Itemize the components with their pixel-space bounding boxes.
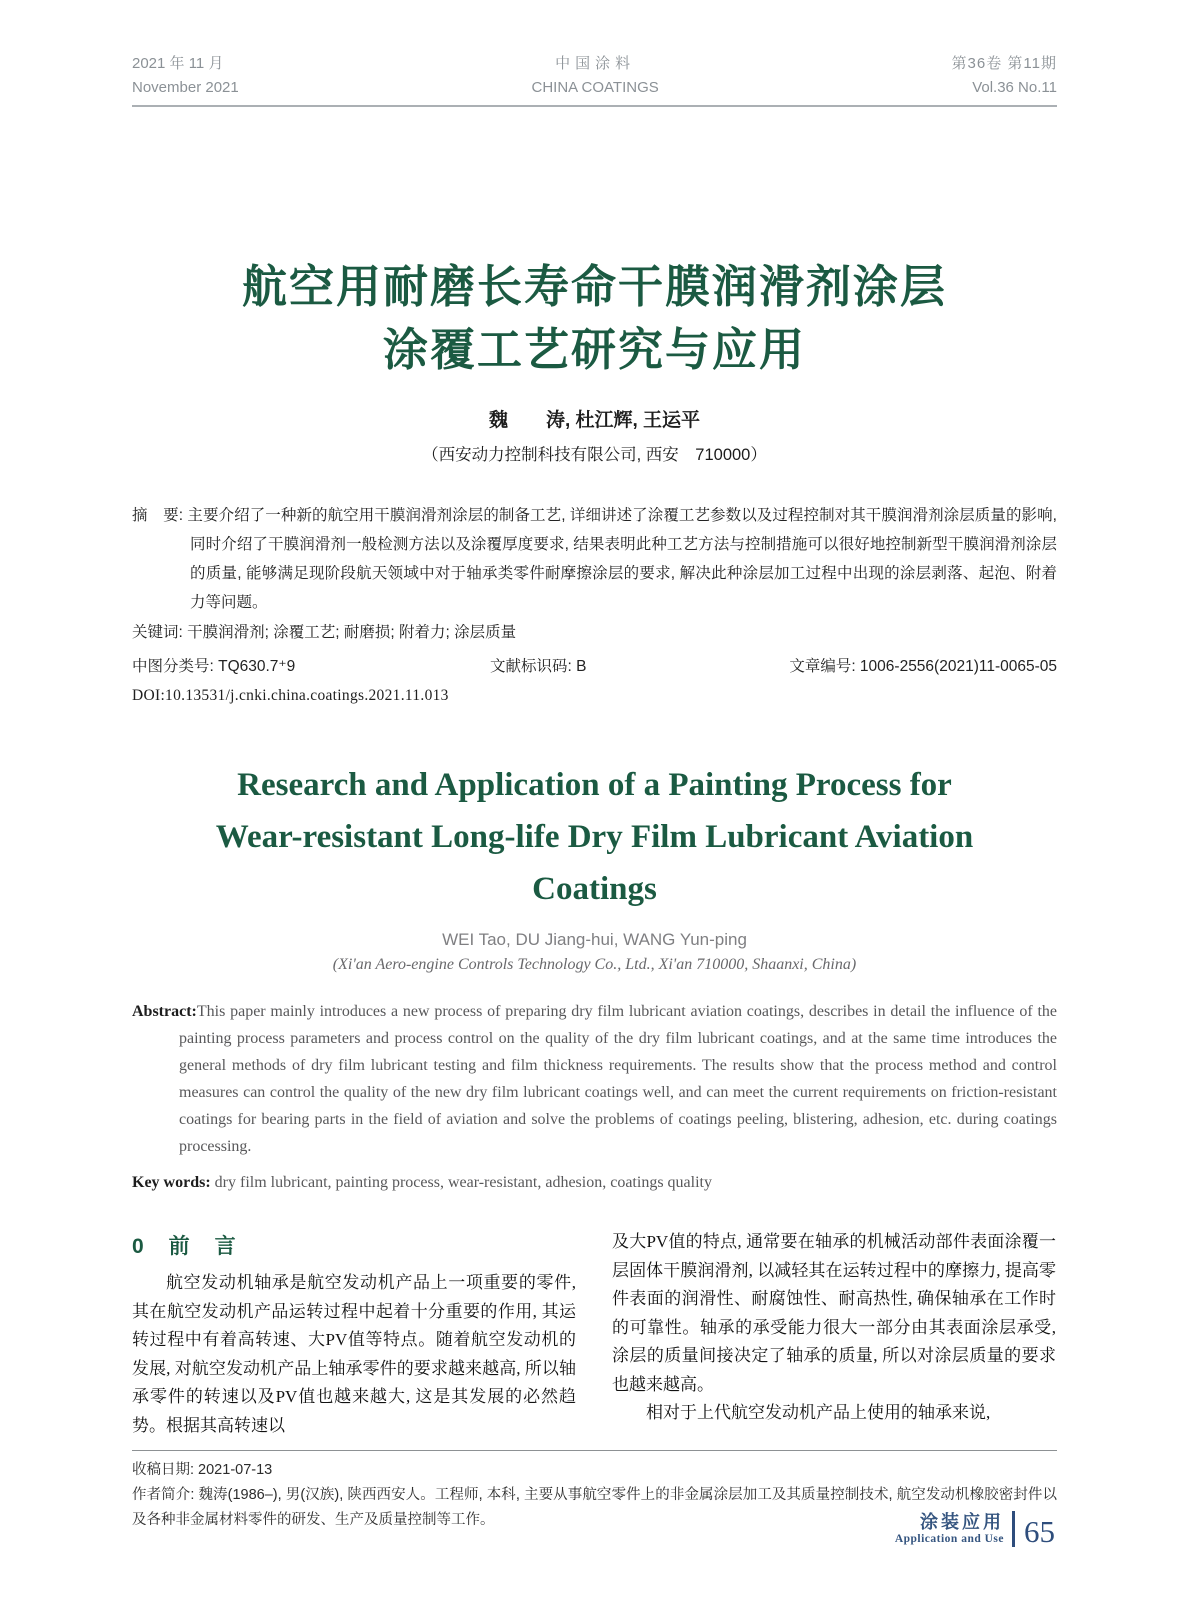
issue-date-block bbox=[132, 52, 239, 100]
author-bio: 作者简介: 魏涛(1986–), 男(汉族), 陕西西安人。工程师, 本科, 主要从事航空零件上的非金属涂层加工及其质量控制技术, 航空发动机橡胶密封件以及各种非金属材料零件的研发、生产及质量控制等工作。 bbox=[132, 1487, 1057, 1528]
affiliation-en: (Xi'an Aero-engine Controls Technology Co., Ltd., Xi'an 710000, Shaanxi, China) bbox=[332, 956, 857, 973]
abstract-cn-label: 摘 要: bbox=[132, 507, 188, 524]
authors-cn: 魏 涛, 杜江辉, 王运平 bbox=[488, 410, 701, 431]
page-footer bbox=[895, 1508, 1055, 1550]
abstract-en-label: Abstract: bbox=[132, 1003, 197, 1020]
keywords-cn bbox=[132, 618, 1057, 647]
issue-date-en: November 2021 bbox=[132, 79, 239, 96]
article-title-en-line1: Research and Application of a Painting Process for bbox=[237, 767, 952, 803]
keywords-cn-label: 关键词: bbox=[132, 624, 188, 641]
article-id: 文章编号: 1006-2556(2021)11-0065-05 bbox=[789, 658, 1057, 675]
article-title-en-line2: Wear-resistant Long-life Dry Film Lubricant Aviation bbox=[215, 819, 974, 855]
intro-paragraph-1-continued: 及大PV值的特点, 通常要在轴承的机械活动部件表面涂覆一层固体干膜润滑剂, 以减轻其在运转过程中的摩擦力, 提高零件表面的润滑性、耐腐蚀性、耐高热性, 确保轴承在工作时的可靠性。轴承的承受能力很大一部分由其表面涂层承受, 涂层的质量间接决定了轴承的质量, 所以对涂层质量的要求也越来越高。 bbox=[612, 1232, 1056, 1394]
authors-en: WEI Tao, DU Jiang-hui, WANG Yun-ping bbox=[442, 930, 747, 949]
abstract-en bbox=[132, 998, 1057, 1160]
body-column-left bbox=[132, 1228, 576, 1440]
abstract-cn-body: 主要介绍了一种新的航空用干膜润滑剂涂层的制备工艺, 详细讲述了涂覆工艺参数以及过程控制对其干膜润滑剂涂层质量的影响, 同时介绍了干膜润滑剂一般检测方法以及涂覆厚度要求, 结果表明此种工艺方法与控制措施可以很好地控制新型干膜润滑剂涂层的质量, 能够满足现阶段航天领域中对于轴承类零件耐摩擦涂层的要求, 解决此种涂层加工过程中出现的涂层剥落、起泡、附着力等问题。 bbox=[187, 507, 1057, 611]
affiliation-cn: （西安动力控制科技有限公司, 西安 710000） bbox=[422, 446, 767, 464]
footer-divider-bar bbox=[1012, 1511, 1015, 1547]
keywords-cn-body: 干膜润滑剂; 涂覆工艺; 耐磨损; 附着力; 涂层质量 bbox=[187, 624, 517, 641]
journal-name-en: CHINA COATINGS bbox=[531, 79, 659, 96]
article-title-cn-line1: 航空用耐磨长寿命干膜润滑剂涂层 bbox=[241, 261, 947, 312]
body-columns bbox=[132, 1228, 1057, 1440]
keywords-en-label: Key words: bbox=[132, 1174, 215, 1191]
article-title-en bbox=[132, 759, 1057, 915]
volume-issue-block bbox=[952, 52, 1057, 100]
article-meta-row bbox=[132, 654, 1057, 676]
section-badge-cn: 涂装应用 bbox=[920, 1511, 1004, 1532]
volume-issue-en: Vol.36 No.11 bbox=[972, 79, 1057, 96]
article-title-en-line3: Coatings bbox=[532, 871, 657, 907]
clc-number: 中图分类号: TQ630.7⁺9 bbox=[132, 658, 296, 675]
document-code: 文献标识码: B bbox=[490, 658, 587, 675]
article-title-cn bbox=[132, 255, 1057, 381]
section-badge bbox=[895, 1512, 1004, 1547]
keywords-en-body: dry film lubricant, painting process, wear-resistant, adhesion, coatings quality bbox=[214, 1174, 712, 1191]
issue-date-cn: 2021 年 11 月 bbox=[132, 55, 224, 72]
abstract-cn bbox=[132, 501, 1057, 617]
journal-name-block bbox=[532, 52, 659, 100]
section-heading-intro: 0 前 言 bbox=[132, 1235, 238, 1258]
abstract-en-body: This paper mainly introduces a new process of preparing dry film lubricant aviation coatings, describes in detail the influence of the painting process parameters and process control on the quality of the dry film lubricant coatings, and at the same time introduces the general methods of dry film lubricant testing and film thickness requirements. The results show that the process method and control measures can control the quality of the new dry film lubricant coatings well, and can meet the current requirements on friction-resistant coatings for bearing parts in the field of aviation and solve the problems of coatings peeling, blistering, adhesion, etc. during coatings processing. bbox=[179, 1003, 1057, 1155]
body-column-right bbox=[612, 1228, 1056, 1440]
received-date: 收稿日期: 2021-07-13 bbox=[132, 1462, 273, 1478]
doi: DOI:10.13531/j.cnki.china.coatings.2021.11.013 bbox=[132, 687, 449, 704]
journal-name-cn: 中国涂料 bbox=[555, 55, 636, 72]
keywords-en bbox=[132, 1169, 1057, 1196]
page-number: 65 bbox=[1024, 1514, 1055, 1549]
article-title-cn-line2: 涂覆工艺研究与应用 bbox=[382, 324, 806, 375]
intro-paragraph-1: 航空发动机轴承是航空发动机产品上一项重要的零件, 其在航空发动机产品运转过程中起着十分重要的作用, 其运转过程中有着高转速、大PV值等特点。随着航空发动机的发展, 对航空发动机产品上轴承零件的要求越来越高, 所以轴承零件的转速以及PV值也越来越大, 这是其发展的必然趋势。根据其高转速以 bbox=[132, 1273, 576, 1435]
section-badge-en: Application and Use bbox=[894, 1532, 1004, 1545]
intro-paragraph-2: 相对于上代航空发动机产品上使用的轴承来说, bbox=[646, 1403, 991, 1422]
volume-issue-cn: 第36卷 第11期 bbox=[951, 55, 1057, 72]
journal-running-head bbox=[132, 52, 1057, 107]
